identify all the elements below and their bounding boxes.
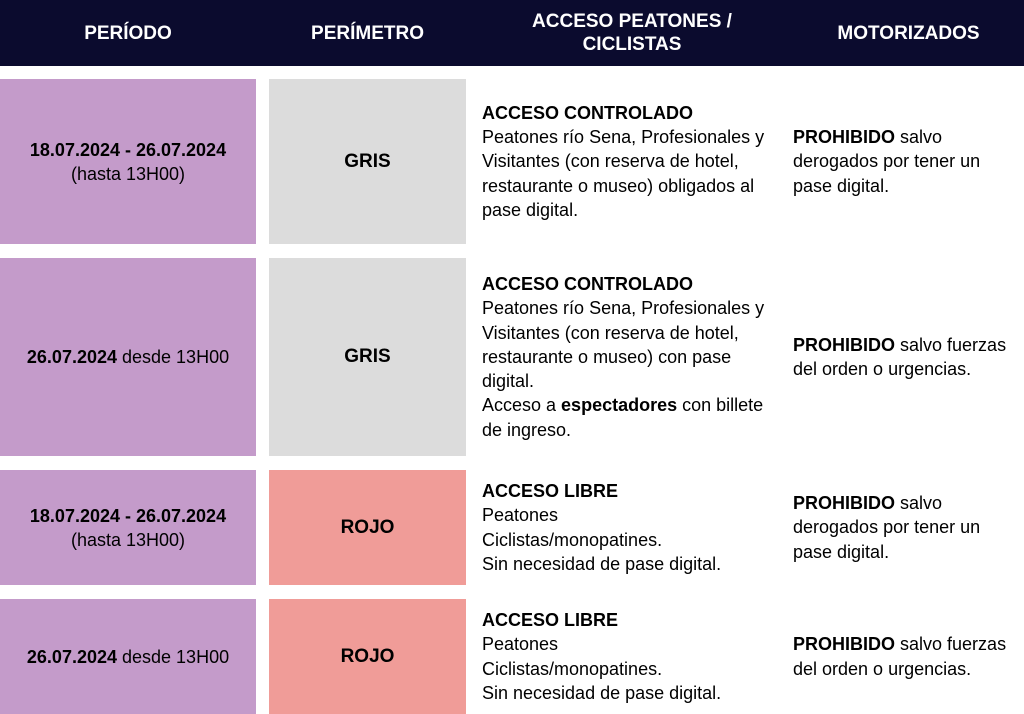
acceso-line: Peatones (482, 634, 559, 655)
acceso-title: ACCESO CONTROLADO (482, 273, 693, 294)
header-acceso-line1: ACCESO PEATONES / (532, 11, 732, 32)
perimetro-badge (269, 599, 466, 714)
motorizados-text: salvo derogados por tener un pase digital. (793, 127, 981, 196)
periodo-note: desde 13H00 (117, 646, 230, 667)
header-motorizados (793, 0, 1024, 66)
perimetro-label: GRIS (344, 346, 391, 367)
motorizados-status: PROHIBIDO (793, 493, 896, 514)
periodo-dates: 26.07.2024 (26, 646, 117, 667)
acceso-text: Peatones río Sena, Profesionales y Visitantes (con reserva de hotel, restaurante o museo) con pase digital. (482, 298, 765, 392)
acceso-extra-pre: Acceso a (482, 395, 562, 416)
periodo-cell (0, 79, 256, 244)
acceso-title: ACCESO LIBRE (482, 609, 619, 630)
header-periodo-label: PERÍODO (84, 22, 172, 44)
motorizados-cell (793, 79, 1024, 244)
motorizados-status: PROHIBIDO (793, 634, 896, 655)
motorizados-status: PROHIBIDO (793, 334, 896, 355)
motorizados-text: salvo fuerzas del orden o urgencias. (793, 634, 1007, 679)
perimetro-label: ROJO (340, 516, 395, 538)
acceso-extra-post: con billete de ingreso. (482, 395, 769, 440)
acceso-line: Ciclistas/monopatines. (482, 529, 663, 550)
motorizados-cell (793, 470, 1024, 585)
acceso-line: Sin necesidad de pase digital. (482, 682, 722, 703)
periodo-dates: 26.07.2024 (26, 347, 117, 367)
perimetro-label: ROJO (340, 645, 395, 667)
acceso-cell (482, 258, 782, 456)
header-perimetro-label: PERÍMETRO (311, 22, 424, 44)
acceso-title: ACCESO CONTROLADO (482, 102, 693, 123)
motorizados-text: salvo derogados por tener un pase digital. (793, 493, 981, 562)
periodo-dates: 18.07.2024 - 26.07.2024 (29, 505, 227, 526)
header-acceso (482, 0, 782, 66)
acceso-cell (482, 470, 782, 585)
header-periodo (0, 0, 256, 66)
periodo-cell (0, 470, 256, 585)
acceso-title: ACCESO LIBRE (482, 480, 619, 501)
header-acceso-line2: CICLISTAS (582, 34, 682, 55)
acceso-extra (482, 393, 782, 442)
acceso-line: Ciclistas/monopatines. (482, 658, 663, 679)
motorizados-cell (793, 258, 1024, 456)
acceso-line: Peatones (482, 505, 559, 526)
periodo-cell (0, 599, 256, 714)
acceso-extra-bold: espectadores (561, 395, 678, 416)
periodo-cell (0, 258, 256, 456)
motorizados-cell (793, 599, 1024, 714)
header-perimetro (269, 0, 466, 66)
periodo-note: (hasta 13H00) (70, 163, 186, 184)
motorizados-status: PROHIBIDO (793, 127, 896, 148)
acceso-line: Sin necesidad de pase digital. (482, 553, 722, 574)
acceso-cell (482, 599, 782, 714)
perimetro-badge (269, 258, 466, 456)
acceso-text: Peatones río Sena, Profesionales y Visitantes (con reserva de hotel, restaurante o museo) obligados al pase digital. (482, 127, 765, 220)
periodo-note: desde 13H00 (117, 347, 230, 367)
header-motorizados-label: MOTORIZADOS (837, 22, 980, 44)
periodo-note: (hasta 13H00) (70, 529, 186, 550)
perimetro-label: GRIS (344, 150, 391, 172)
periodo-dates: 18.07.2024 - 26.07.2024 (29, 139, 227, 160)
acceso-cell (482, 79, 782, 244)
motorizados-text: salvo fuerzas del orden o urgencias. (793, 334, 1007, 379)
perimetro-badge (269, 470, 466, 585)
table-header (0, 0, 1024, 66)
perimetro-badge (269, 79, 466, 244)
